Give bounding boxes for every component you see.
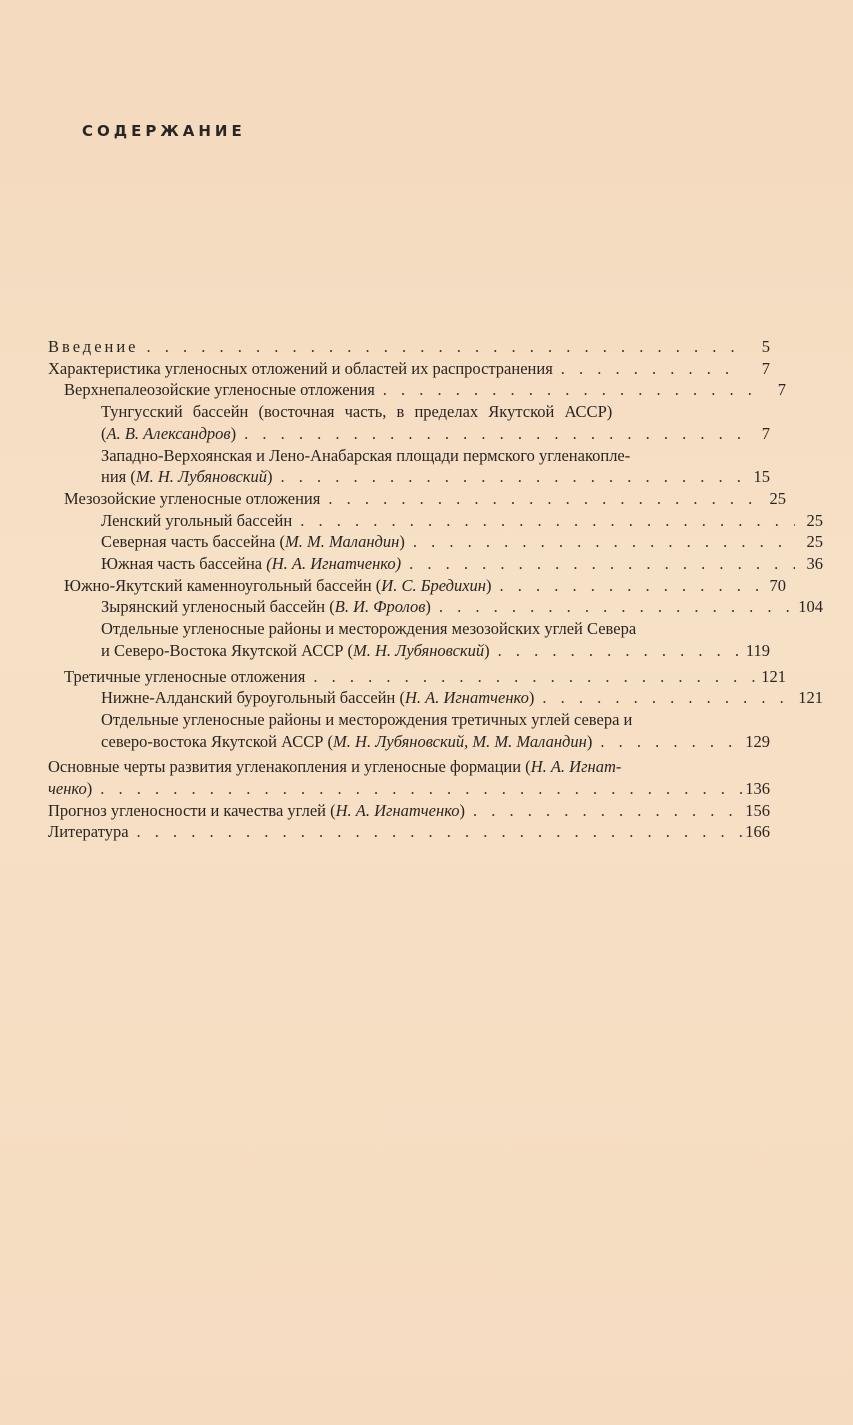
author-name: М. Н. Лубяновский [135,467,268,487]
toc-entry-label: Южная часть бассейна [101,554,267,574]
toc-entry-label: Тунгусский бассейн (восточная часть, в пределах Якутской АССР) [101,402,613,422]
paren-close: ) [528,688,535,708]
toc-entry-label: Мезозойские угленосные отложения [64,488,321,508]
leader-dots [405,531,795,553]
toc-entry-west-verkhoyansk [48,445,770,488]
leader-dots [534,687,795,709]
author-name: М. Н. Лубяновский, М. М. Маландин [333,731,587,751]
label-prefix: и Северо-Востока Якутской АССР ( [101,640,354,660]
toc-entry-label: Нижне-Алданский буроугольный бассейн ( [101,688,405,708]
page-number: 25 [769,488,786,508]
page-number: 166 [745,822,770,842]
toc-entry-tungus [48,401,770,444]
toc-entry-lower-aldan [48,687,823,709]
paren-close: ) [86,779,93,799]
leader-dots [491,575,758,597]
paren-open: ( [101,423,107,443]
toc-entry-south-part [48,553,823,575]
leader-dots [592,731,742,753]
page-number: 119 [745,640,770,660]
leader-dots [431,596,795,618]
toc-entry-intro [48,336,770,358]
leader-dots [305,666,758,688]
toc-entry-label: Верхнепалеозойские угленосные отложения [64,380,375,400]
toc-entry-forecast [48,800,770,822]
leader-dots [129,821,742,843]
paren-close: ) [485,575,492,595]
paren-close: ) [425,597,431,617]
author-name: М. М. Маландин [284,532,400,552]
toc-entry-main-features [48,756,770,799]
page-number: 156 [745,800,770,820]
leader-dots [320,488,758,510]
page-number: 136 [745,779,770,799]
leader-dots [236,423,742,445]
page-number: 7 [777,380,786,400]
leader-dots [401,553,795,575]
author-name-part1: Н. А. Игнат- [530,757,622,777]
author-name: И. С. Бредихин [381,575,486,595]
page-number: 7 [761,423,770,443]
leader-dots [553,358,742,380]
toc-entry-label: Западно-Верхоянская и Лено-Анабарская площади пермского угленакопле- [101,445,631,465]
page-number: 25 [806,532,823,552]
toc-entry-south-yakut [48,575,786,597]
leader-dots [139,336,742,358]
paren-close: ) [267,467,273,487]
toc-entry-lena [48,510,823,532]
toc-entry-label: Южно-Якутский каменноугольный бассейн ( [64,575,382,595]
toc-entry-label: Третичные угленосные отложения [64,666,306,686]
leader-dots [375,379,758,401]
toc-entry-label: Северная часть бассейна ( [101,532,285,552]
toc-entry-tertiary [48,666,786,688]
label-prefix: ния ( [101,467,136,487]
author-name: Н. А. Игнатченко [404,688,529,708]
page-number: 121 [798,688,823,708]
page-number: 104 [798,597,823,617]
paren-close: ) [586,731,593,751]
author-name: Н. А. Игнатченко [335,800,460,820]
toc-entry-zyryan [48,596,823,618]
page-number: 129 [745,731,770,751]
toc-entry-label: Прогноз угленосности и качества углей ( [48,800,336,820]
author-name: В. И. Фролов [334,597,426,617]
page-number: 36 [806,554,823,574]
toc-entry-label: Отдельные угленосные районы и месторождения мезозойских углей Севера [101,619,637,639]
leader-dots [465,800,742,822]
toc-entry-north-part [48,531,823,553]
toc-entry-label: Литература [48,822,129,842]
toc-entry-label: Характеристика угленосных отложений и областей их распространения [48,358,553,378]
page-title: СОДЕРЖАНИЕ [82,122,246,140]
leader-dots [273,466,742,488]
leader-dots [92,778,742,800]
toc-entry-separate-tertiary [48,709,770,752]
toc-entry-literature [48,821,770,843]
author-name: (Н. А. Игнатченко) [266,554,402,574]
toc-entry-label: Введение [48,337,139,356]
label-prefix: северо-востока Якутской АССР ( [101,731,334,751]
toc-entry-mesozoic [48,488,786,510]
author-name: М. Н. Лубяновский [353,640,485,660]
page-number: 25 [806,510,823,530]
leader-dots [292,510,795,532]
page-number: 121 [761,666,786,686]
page-number: 15 [753,467,770,487]
toc-entry-upper-paleozoic [48,379,786,401]
toc-entry-label: Зырянский угленосный бассейн ( [101,597,335,617]
leader-dots [490,640,742,662]
author-name-part2: ченко [48,779,87,799]
paren-close: ) [399,532,405,552]
author-name: А. В. Александров [106,423,231,443]
toc-entry-label: Отдельные угленосные районы и месторождения третичных углей севера и [101,709,633,729]
toc-entry-label: Ленский угольный бассейн [101,510,293,530]
paren-close: ) [484,640,490,660]
toc-entry-label: Основные черты развития угленакопления и угленосные формации ( [48,757,531,777]
paren-close: ) [459,800,466,820]
page-number: 70 [769,575,786,595]
toc-entry-separate-mesozoic [48,618,770,661]
toc-entry-characteristics [48,358,770,380]
paren-close: ) [230,423,237,443]
page-number: 5 [761,337,770,356]
table-of-contents [48,336,823,843]
page-number: 7 [761,358,770,378]
